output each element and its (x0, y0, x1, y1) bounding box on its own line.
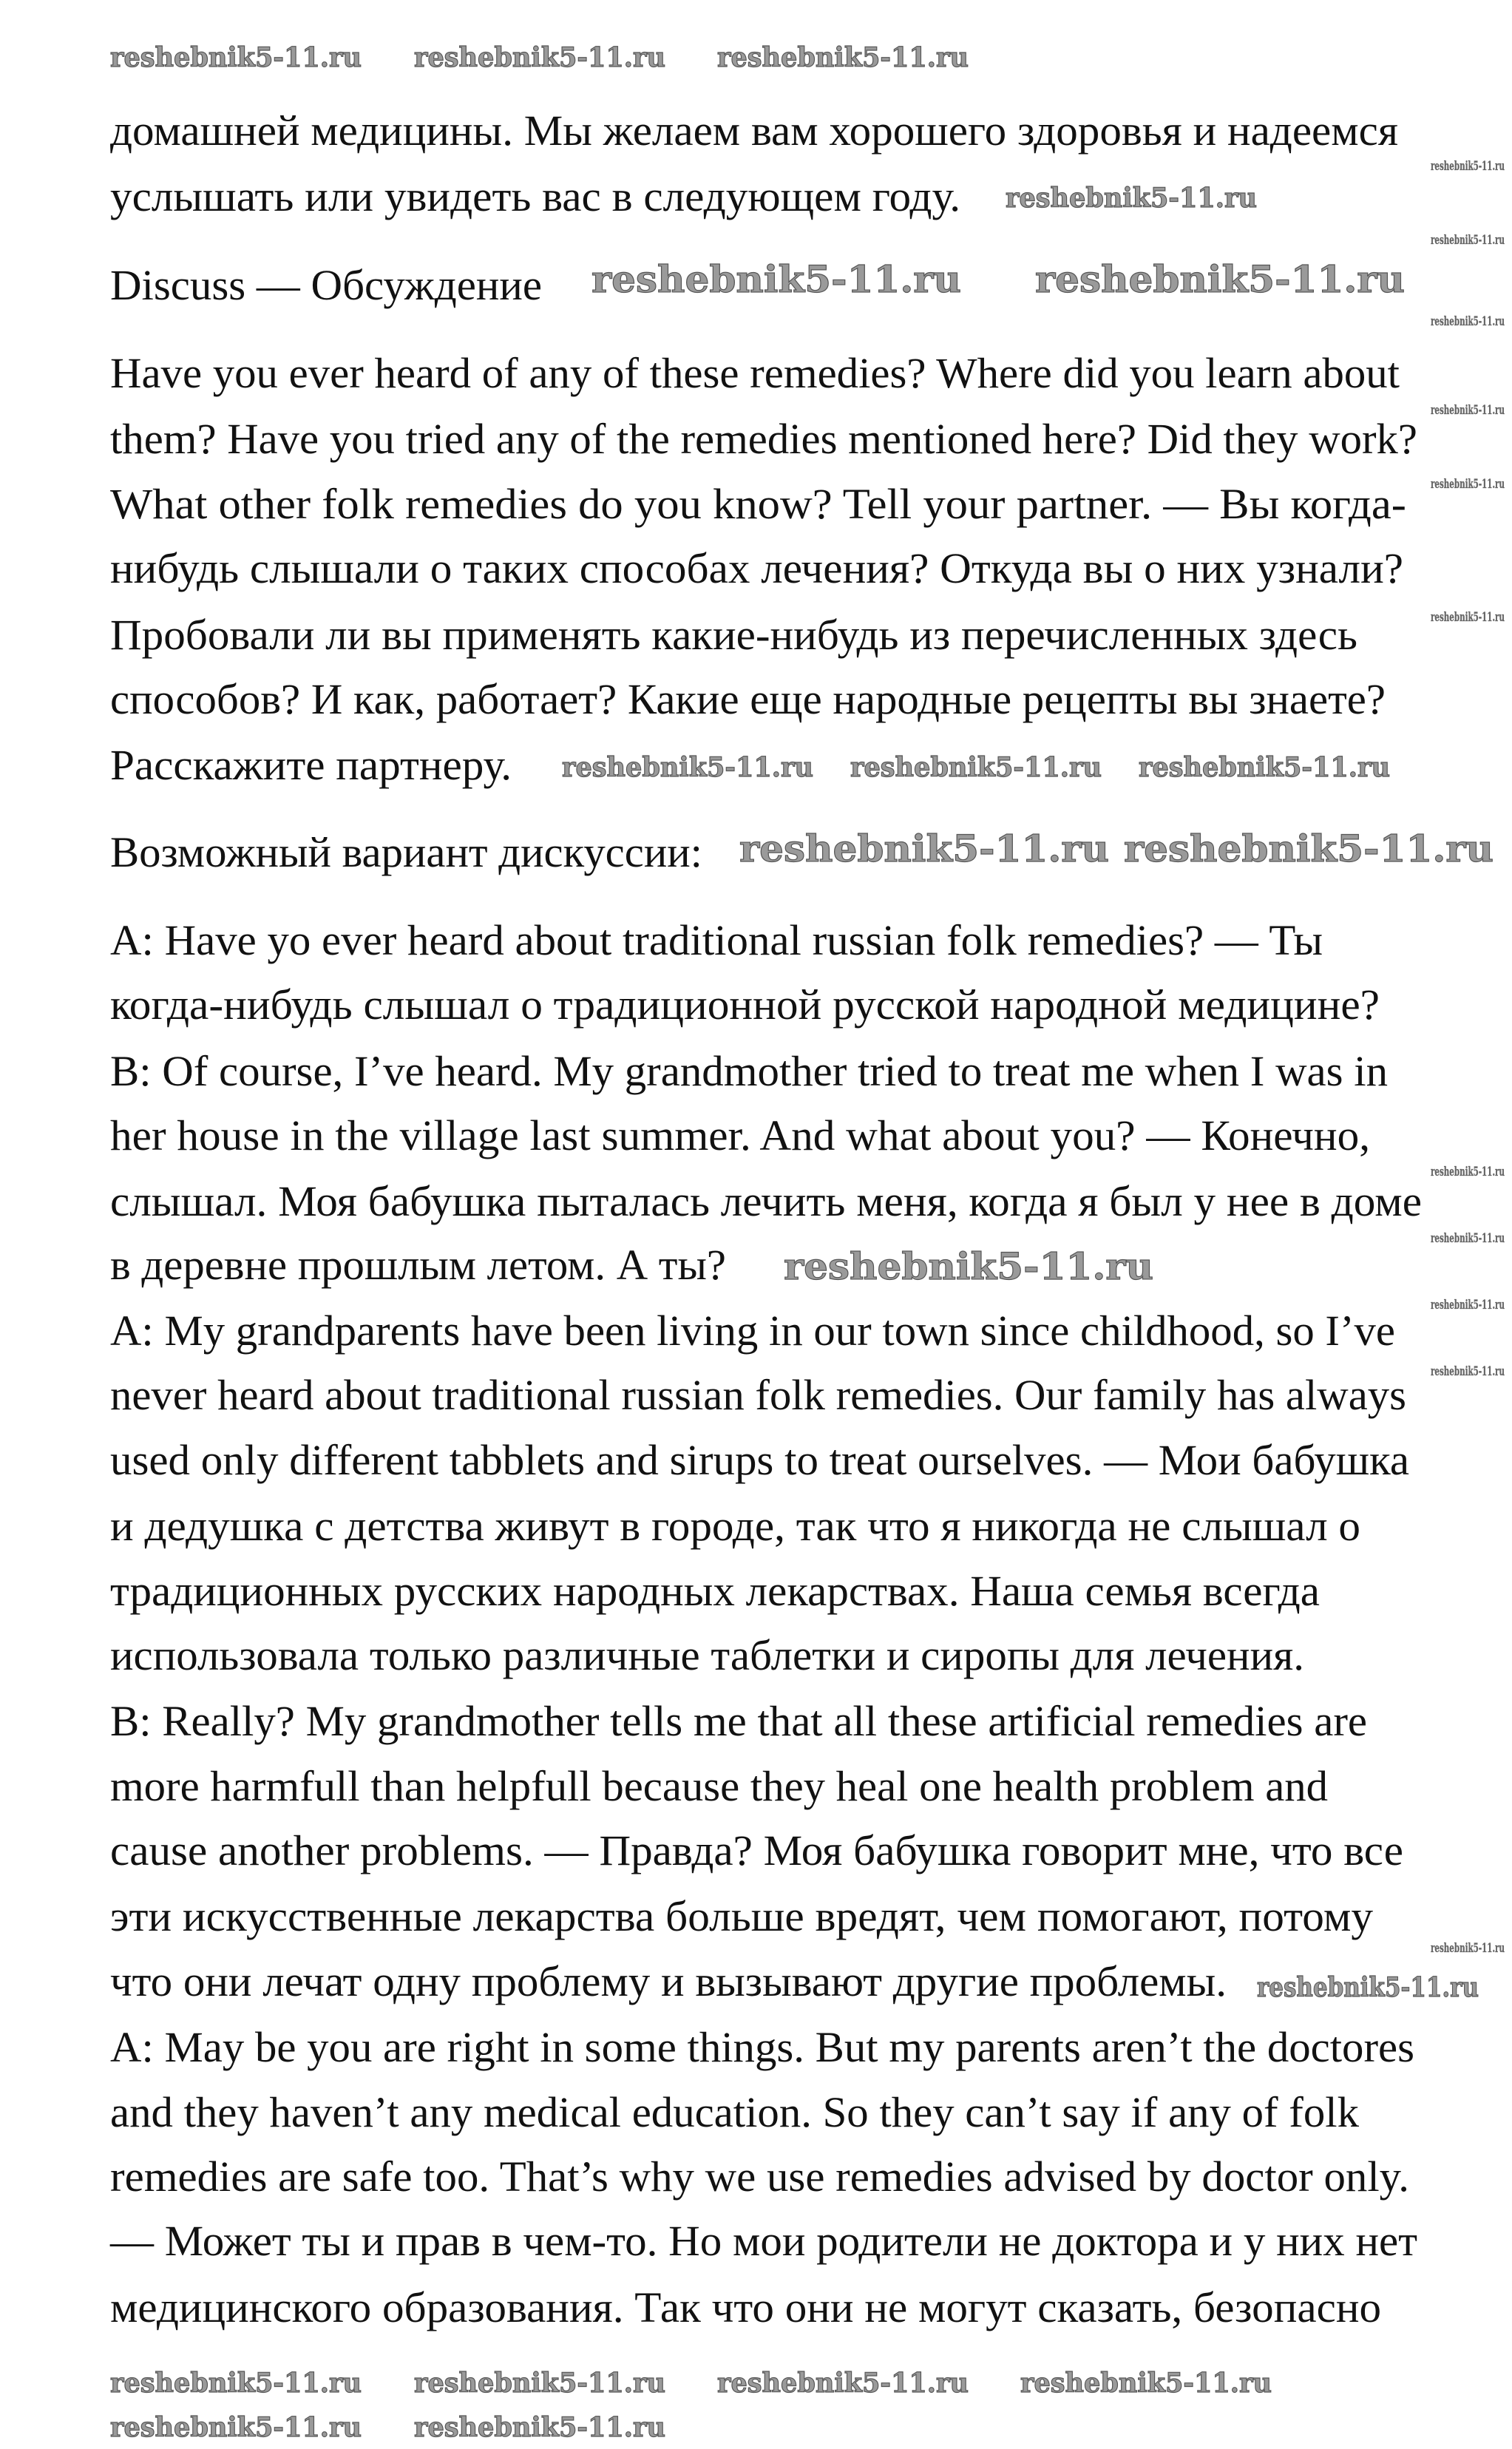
text-line: домашней медицины. Мы желаем вам хорошего здоровья и надеемся (110, 106, 1398, 155)
watermark: reshebnik5-11.ru (717, 42, 969, 73)
text-line: them? Have you tried any of the remedies mentioned here? Did they work? (110, 415, 1418, 463)
text-line: What other folk remedies do you know? Tell your partner. — Вы когда- (110, 480, 1406, 528)
text-line: что они лечат одну проблему и вызывают другие проблемы. (110, 1957, 1227, 2005)
watermark: reshebnik5-11.ru (1431, 314, 1505, 329)
text-line: традиционных русских народных лекарствах. Наша семья всегда (110, 1567, 1320, 1615)
watermark: reshebnik5-11.ru (110, 2412, 362, 2443)
text-line: remedies are safe too. That’s why we use remedies advised by doctor only. (110, 2152, 1409, 2201)
watermark: reshebnik5-11.ru (1257, 1972, 1479, 2003)
text-line: her house in the village last summer. And what about you? — Конечно, (110, 1111, 1371, 1159)
watermark: reshebnik5-11.ru (1139, 752, 1390, 783)
watermark: reshebnik5-11.ru (1431, 159, 1505, 174)
watermark: reshebnik5-11.ru (1124, 827, 1494, 870)
watermark: reshebnik5-11.ru (110, 42, 362, 73)
text-line: когда-нибудь слышал о традиционной русской народной медицине? (110, 980, 1380, 1029)
watermark: reshebnik5-11.ru (414, 2412, 665, 2443)
text-line: and they haven’t any medical education. So they can’t say if any of folk (110, 2088, 1360, 2136)
watermark: reshebnik5-11.ru (1431, 610, 1505, 625)
text-line: в деревне прошлым летом. А ты? (110, 1241, 726, 1289)
watermark: reshebnik5-11.ru (562, 752, 813, 783)
watermark: reshebnik5-11.ru (739, 827, 1109, 870)
watermark: reshebnik5-11.ru (414, 2368, 665, 2399)
text-line: эти искусственные лекарства больше вредят, чем помогают, потому (110, 1892, 1373, 1940)
text-line: A: May be you are right in some things. But my parents aren’t the doctores (110, 2023, 1414, 2071)
watermark: reshebnik5-11.ru (414, 42, 665, 73)
text-line: Discuss — Обсуждение (110, 261, 542, 309)
watermark: reshebnik5-11.ru (1431, 1941, 1505, 1956)
watermark: reshebnik5-11.ru (1020, 2368, 1272, 2399)
text-line: more harmfull than helpfull because they heal one health problem and (110, 1762, 1329, 1810)
document-text (109, 106, 1422, 2331)
text-line: способов? И как, работает? Какие еще народные рецепты вы знаете? (110, 675, 1386, 723)
text-line: и дедушка с детства живут в городе, так что я никогда не слышал о (110, 1502, 1360, 1550)
watermark: reshebnik5-11.ru (110, 2368, 362, 2399)
text-line: B: Really? My grandmother tells me that all these artificial remedies are (110, 1697, 1368, 1745)
watermark: reshebnik5-11.ru (1431, 233, 1505, 248)
watermark: reshebnik5-11.ru (591, 257, 961, 301)
text-line: B: Of course, I’ve heard. My grandmother tried to treat me when I was in (110, 1047, 1388, 1095)
watermark: reshebnik5-11.ru (1431, 1364, 1505, 1379)
watermark: reshebnik5-11.ru (1431, 1231, 1505, 1246)
text-line: never heard about traditional russian folk remedies. Our family has always (110, 1371, 1407, 1419)
watermark: reshebnik5-11.ru (1035, 257, 1405, 301)
text-line: cause another problems. — Правда? Моя бабушка говорит мне, что все (110, 1826, 1403, 1874)
watermark: reshebnik5-11.ru (1431, 477, 1505, 492)
text-line: — Может ты и прав в чем-то. Но мои родители не доктора и у них нет (109, 2217, 1417, 2265)
watermark: reshebnik5-11.ru (1006, 183, 1257, 214)
text-line: Расскажите партнеру. (110, 741, 512, 789)
text-line: Пробовали ли вы применять какие-нибудь из перечисленных здесь (110, 611, 1357, 659)
text-line: Have you ever heard of any of these remedies? Where did you learn about (110, 349, 1400, 397)
watermark: reshebnik5-11.ru (1431, 403, 1505, 418)
text-line: использовала только различные таблетки и сиропы для лечения. (110, 1631, 1304, 1679)
text-line: A: My grandparents have been living in our town since childhood, so I’ve (110, 1307, 1395, 1355)
watermark: reshebnik5-11.ru (1431, 1298, 1505, 1312)
text-line: A: Have yo ever heard about traditional russian folk remedies? — Ты (110, 916, 1323, 964)
watermark: reshebnik5-11.ru (784, 1244, 1153, 1288)
watermark: reshebnik5-11.ru (850, 752, 1102, 783)
text-line: медицинского образования. Так что они не могут сказать, безопасно (110, 2283, 1382, 2331)
watermark: reshebnik5-11.ru (717, 2368, 969, 2399)
watermark: reshebnik5-11.ru (1431, 1165, 1505, 1179)
text-line: нибудь слышали о таких способах лечения? Откуда вы о них узнали? (110, 544, 1403, 592)
text-line: слышал. Моя бабушка пыталась лечить меня, когда я был у нее в доме (110, 1177, 1422, 1225)
text-line: Возможный вариант дискуссии: (110, 828, 702, 876)
text-line: услышать или увидеть вас в следующем году. (110, 172, 960, 220)
text-line: used only different tabblets and sirups to treat ourselves. — Мои бабушка (110, 1436, 1409, 1484)
